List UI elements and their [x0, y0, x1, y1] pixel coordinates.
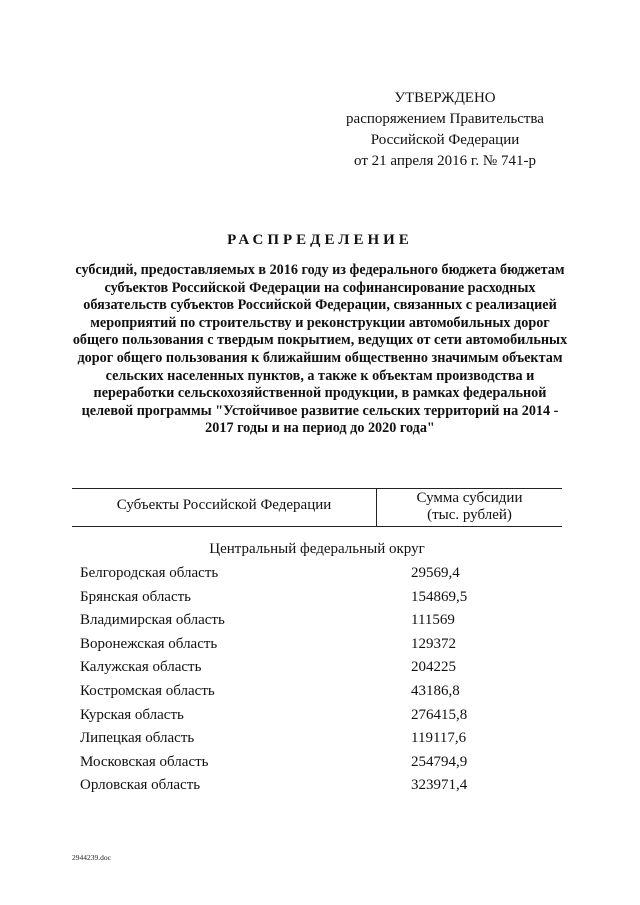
region-name: Воронежская область [80, 635, 218, 652]
file-reference: 2944239.doc [72, 853, 111, 862]
table-row [0, 563, 640, 587]
subsidy-amount: 254794,9 [411, 753, 468, 770]
approval-line-2: Российской Федерации [370, 132, 520, 148]
subsidy-amount: 129372 [411, 635, 456, 652]
table-row [0, 657, 640, 681]
region-name: Орловская область [80, 777, 201, 794]
region-name: Владимирская область [80, 612, 225, 629]
column-header-sum-line-1: Сумма субсидии [416, 490, 523, 506]
region-name: Московская область [80, 753, 209, 770]
column-header-sum [377, 490, 562, 524]
column-header-sum-line-2: (тыс. рублей) [427, 507, 512, 523]
approval-heading: УТВЕРЖДЕНО [394, 90, 496, 106]
region-name: Калужская область [80, 659, 202, 676]
approval-line-1: распоряжением Правительства [346, 111, 544, 127]
approval-block [330, 88, 560, 172]
table-row [0, 634, 640, 658]
subsidy-amount: 323971,4 [411, 777, 468, 794]
column-header-subjects: Субъекты Российской Федерации [116, 497, 332, 513]
table-row [0, 610, 640, 634]
subsidy-amount: 29569,4 [411, 565, 460, 581]
table-row [0, 728, 640, 752]
region-name: Брянская область [80, 588, 192, 605]
region-name: Курская область [80, 706, 184, 723]
table-top-rule [72, 488, 562, 489]
subsidy-amount: 154869,5 [411, 588, 468, 605]
table-row [0, 705, 640, 729]
table-header-rule [72, 526, 562, 527]
district-heading: Центральный федеральный округ [209, 541, 425, 557]
subsidy-amount: 43186,8 [411, 682, 460, 699]
subsidy-amount: 204225 [411, 659, 456, 676]
table-row [0, 752, 640, 776]
table-row [0, 681, 640, 705]
subsidy-amount: 276415,8 [411, 706, 468, 723]
table-row [0, 775, 640, 799]
approval-line-3: от 21 апреля 2016 г. № 741-р [354, 153, 536, 169]
subsidy-amount: 111569 [411, 612, 455, 629]
region-name: Липецкая область [80, 730, 195, 747]
document-description: субсидий, предоставляемых в 2016 году из федерального бюджета бюджетам субъектов Российской Федерации на софинансирование расходных обязательств субъектов Российской Федерации, связанных с реализацией мероприятий по строительству и реконструкции автомобильных дорог общего пользования с твердым покрытием, ведущих от сети автомобильных дорог общего пользования к ближайшим общественно значимым объектам сельских населенных пунктов, а также к объектам производства и переработки сельскохозяйственной продукции, в рамках федеральной целевой программы "Устойчивое развитие сельских территорий на 2014 - 2017 годы и на период до 2020 года" [72, 262, 568, 437]
table-row [0, 587, 640, 611]
table-body [0, 563, 640, 799]
region-name: Белгородская область [80, 565, 219, 581]
region-name: Костромская область [80, 682, 215, 699]
subsidy-amount: 119117,6 [411, 730, 467, 747]
document-title: РАСПРЕДЕЛЕНИЕ [227, 232, 413, 248]
